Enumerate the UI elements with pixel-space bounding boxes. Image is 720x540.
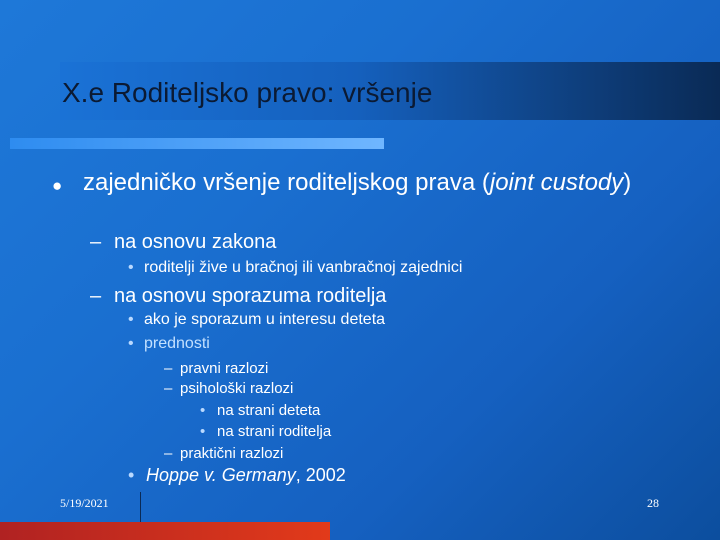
psych-item [200, 402, 320, 419]
list-item-prednosti [128, 335, 210, 353]
advantage-item [164, 445, 283, 462]
bullet-icon: • [128, 465, 135, 485]
list-item [128, 259, 462, 277]
main-bullet-italic: joint custody [489, 169, 624, 196]
list-item-label: ako je sporazum u interesu deteta [144, 311, 386, 328]
advantage-item [164, 360, 268, 377]
psych-item [200, 423, 331, 440]
footer-date: 5/19/2021 [60, 496, 109, 510]
advantage-item [164, 380, 293, 397]
bullet-icon: • [128, 335, 134, 352]
main-bullet-text: zajedničko vršenje roditeljskog prava ( [83, 169, 490, 196]
advantage-label: psihološki razlozi [180, 380, 294, 397]
main-bullet-close: ) [623, 169, 632, 196]
page-number: 28 [647, 496, 659, 510]
dash-icon: – [164, 360, 173, 377]
list-item [128, 311, 385, 329]
sub-bullet-zakon [90, 231, 276, 254]
bullet-icon: • [200, 402, 206, 419]
sub-bullet-sporazum [90, 285, 386, 308]
bullet-icon: • [200, 423, 206, 440]
case-reference [128, 465, 346, 486]
psych-label: na strani deteta [217, 402, 321, 419]
dash-icon: – [90, 231, 102, 253]
slide-title: X.e Roditeljsko pravo: vršenje [62, 77, 433, 108]
main-bullet [83, 168, 643, 197]
advantage-label: praktični razlozi [180, 445, 284, 462]
accent-bar [10, 138, 384, 149]
bottom-accent-block [0, 522, 330, 540]
case-year: , 2002 [295, 465, 346, 485]
case-name: Hoppe v. Germany [146, 465, 296, 485]
sub-bullet-label: na osnovu zakona [114, 231, 277, 253]
dash-icon: – [164, 380, 173, 397]
bullet-icon: • [128, 259, 134, 276]
bullet-icon: ● [52, 176, 63, 195]
bullet-icon: • [128, 311, 134, 328]
list-item-label: roditelji žive u bračnoj ili vanbračnoj zajednici [144, 259, 463, 276]
list-item-label: prednosti [144, 335, 210, 352]
dash-icon: – [90, 285, 102, 307]
psych-label: na strani roditelja [217, 423, 332, 440]
dash-icon: – [164, 445, 173, 462]
sub-bullet-label: na osnovu sporazuma roditelja [114, 285, 387, 307]
advantage-label: pravni razlozi [180, 360, 269, 377]
